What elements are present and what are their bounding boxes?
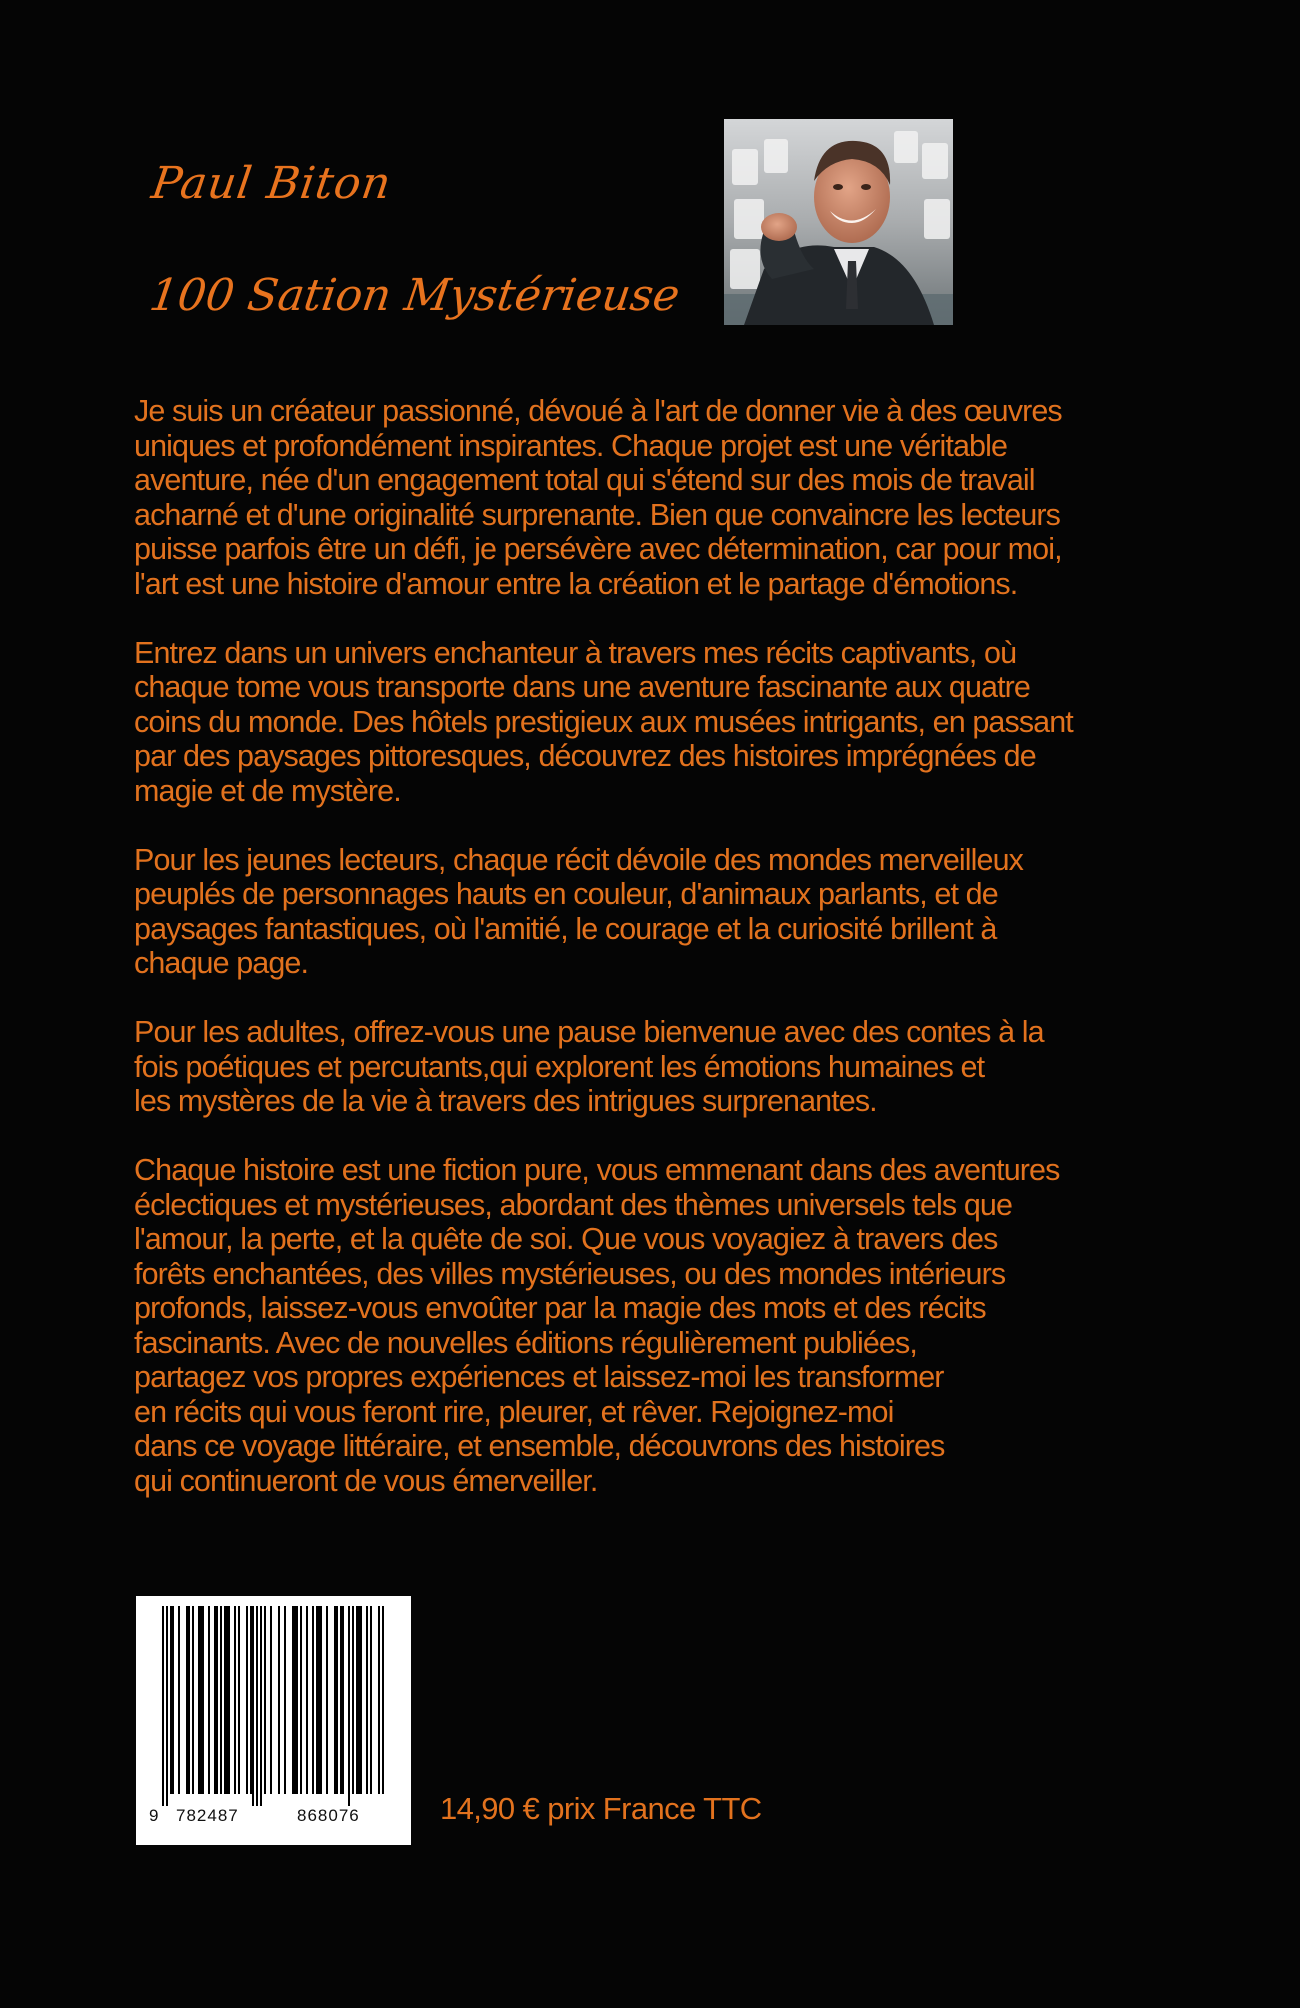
paragraph xyxy=(134,1015,1064,1119)
paragraph xyxy=(134,843,1064,981)
barcode-bar xyxy=(300,1606,302,1794)
barcode-bar xyxy=(252,1606,254,1806)
barcode-bar xyxy=(198,1606,200,1794)
barcode-bar xyxy=(306,1606,308,1794)
barcode-bar xyxy=(238,1606,240,1794)
barcode-bar xyxy=(170,1606,172,1794)
barcode-bar xyxy=(202,1606,204,1794)
text-line: aventure, née d'un engagement total qui s'étend sur des mois de travail xyxy=(134,463,1035,497)
barcode-bar xyxy=(378,1606,380,1794)
text-line: l'amour, la perte, et la quête de soi. Que vous voyagiez à travers des xyxy=(134,1222,998,1256)
barcode-bar xyxy=(178,1606,180,1794)
isbn-barcode xyxy=(136,1596,411,1845)
barcode-bar xyxy=(270,1606,272,1794)
barcode-bar xyxy=(342,1606,344,1794)
paragraph xyxy=(134,1153,1064,1498)
barcode-bar xyxy=(166,1606,168,1806)
barcode-bar xyxy=(358,1606,360,1794)
text-line: partagez vos propres expériences et laissez-moi les transformer xyxy=(134,1360,944,1394)
text-line: l'art est une histoire d'amour entre la création et le partage d'émotions. xyxy=(134,566,1018,601)
text-line: coins du monde. Des hôtels prestigieux aux musées intrigants, en passant xyxy=(134,704,1073,739)
text-line: fascinants. Avec de nouvelles éditions régulièrement publiées, xyxy=(134,1325,917,1360)
barcode-bar xyxy=(200,1606,202,1794)
barcode-bar xyxy=(228,1606,230,1794)
text-line: chaque tome vous transporte dans une aventure fascinante aux quatre xyxy=(134,670,1030,704)
text-line: par des paysages pittoresques, découvrez des histoires imprégnées de xyxy=(134,739,1036,773)
text-line: acharné et d'une originalité surprenante. Bien que convaincre les lecteurs xyxy=(134,497,1061,532)
barcode-number xyxy=(136,1806,411,1830)
barcode-digits-left: 782487 xyxy=(176,1806,239,1825)
text-line: Pour les adultes, offrez-vous une pause bienvenue avec des contes à la xyxy=(134,1015,1044,1049)
price-label: 14,90 € prix France TTC xyxy=(440,1791,762,1826)
barcode-bar xyxy=(172,1606,174,1794)
book-title: 100 Sation Mystérieuse xyxy=(146,270,683,321)
text-line: Chaque histoire est une fiction pure, vous emmenant dans des aventures xyxy=(134,1153,1060,1187)
barcode-bar xyxy=(192,1606,194,1794)
barcode-bar xyxy=(294,1606,296,1794)
barcode-digits-right: 868076 xyxy=(297,1806,360,1825)
back-cover-text xyxy=(134,394,1073,1533)
text-line: les mystères de la vie à travers des intrigues surprenantes. xyxy=(134,1084,877,1118)
paragraph xyxy=(134,635,1073,809)
text-line: Pour les jeunes lecteurs, chaque récit dévoile des mondes merveilleux xyxy=(134,842,1023,877)
barcode-digit-first: 9 xyxy=(149,1806,159,1825)
barcode-bar xyxy=(352,1606,354,1794)
text-line: puisse parfois être un défi, je persévère avec détermination, car pour moi, xyxy=(134,532,1062,566)
author-portrait-image xyxy=(724,119,953,325)
barcode-bar xyxy=(224,1606,226,1794)
barcode-bar xyxy=(292,1606,294,1794)
text-line: Entrez dans un univers enchanteur à travers mes récits captivants, où xyxy=(134,635,1017,670)
text-line: peuplés de personnages hauts en couleur, d'animaux parlants, et de xyxy=(134,877,998,911)
text-line: profonds, laissez-vous envoûter par la magie des mots et des récits xyxy=(134,1291,986,1325)
barcode-bar xyxy=(234,1606,236,1794)
barcode-bar xyxy=(284,1606,286,1794)
barcode-bar xyxy=(312,1606,314,1794)
barcode-bar xyxy=(256,1606,258,1806)
text-line: paysages fantastiques, où l'amitié, le courage et la curiosité brillent à xyxy=(134,911,997,946)
barcode-bar xyxy=(278,1606,280,1794)
barcode-bar xyxy=(264,1606,266,1794)
barcode-bar xyxy=(250,1606,252,1794)
barcode-bar xyxy=(382,1606,384,1794)
text-line: en récits qui vous feront rire, pleurer, et rêver. Rejoignez-moi xyxy=(134,1394,894,1429)
barcode-bars xyxy=(136,1596,411,1806)
barcode-bar xyxy=(214,1606,216,1794)
text-line: uniques et profondément inspirantes. Chaque projet est une véritable xyxy=(134,428,1008,463)
text-line: dans ce voyage littéraire, et ensemble, découvrons des histoires xyxy=(134,1429,945,1463)
barcode-bar xyxy=(348,1606,350,1806)
text-line: magie et de mystère. xyxy=(134,773,401,808)
barcode-bar xyxy=(316,1606,318,1794)
barcode-bar xyxy=(186,1606,188,1794)
barcode-bar xyxy=(370,1606,372,1794)
author-photo xyxy=(724,119,953,325)
barcode-bar xyxy=(188,1606,190,1794)
paragraph xyxy=(134,394,1064,601)
barcode-bar xyxy=(296,1606,298,1794)
barcode-bar xyxy=(334,1606,336,1794)
barcode-bar xyxy=(336,1606,338,1794)
barcode-bar xyxy=(340,1606,342,1794)
barcode-bar xyxy=(220,1606,222,1794)
barcode-bar xyxy=(356,1606,358,1794)
text-line: qui continueront de vous émerveiller. xyxy=(134,1463,598,1498)
text-line: forêts enchantées, des villes mystérieuses, ou des mondes intérieurs xyxy=(134,1256,1006,1291)
barcode-bar xyxy=(260,1606,262,1806)
barcode-bar xyxy=(326,1606,328,1794)
barcode-bar xyxy=(226,1606,228,1794)
barcode-bar xyxy=(366,1606,368,1794)
barcode-bar xyxy=(246,1606,248,1794)
text-line: Je suis un créateur passionné, dévoué à l'art de donner vie à des œuvres xyxy=(134,394,1062,428)
barcode-bar xyxy=(216,1606,218,1794)
barcode-bar xyxy=(320,1606,322,1794)
barcode-bar xyxy=(360,1606,362,1794)
text-line: chaque page. xyxy=(134,946,309,980)
barcode-bar xyxy=(162,1606,164,1806)
barcode-bar xyxy=(208,1606,210,1794)
barcode-bar xyxy=(318,1606,320,1794)
text-line: fois poétiques et percutants,qui explorent les émotions humaines et xyxy=(134,1049,985,1084)
text-line: éclectiques et mystérieuses, abordant des thèmes universels tels que xyxy=(134,1187,1013,1222)
author-name: Paul Biton xyxy=(148,158,395,209)
